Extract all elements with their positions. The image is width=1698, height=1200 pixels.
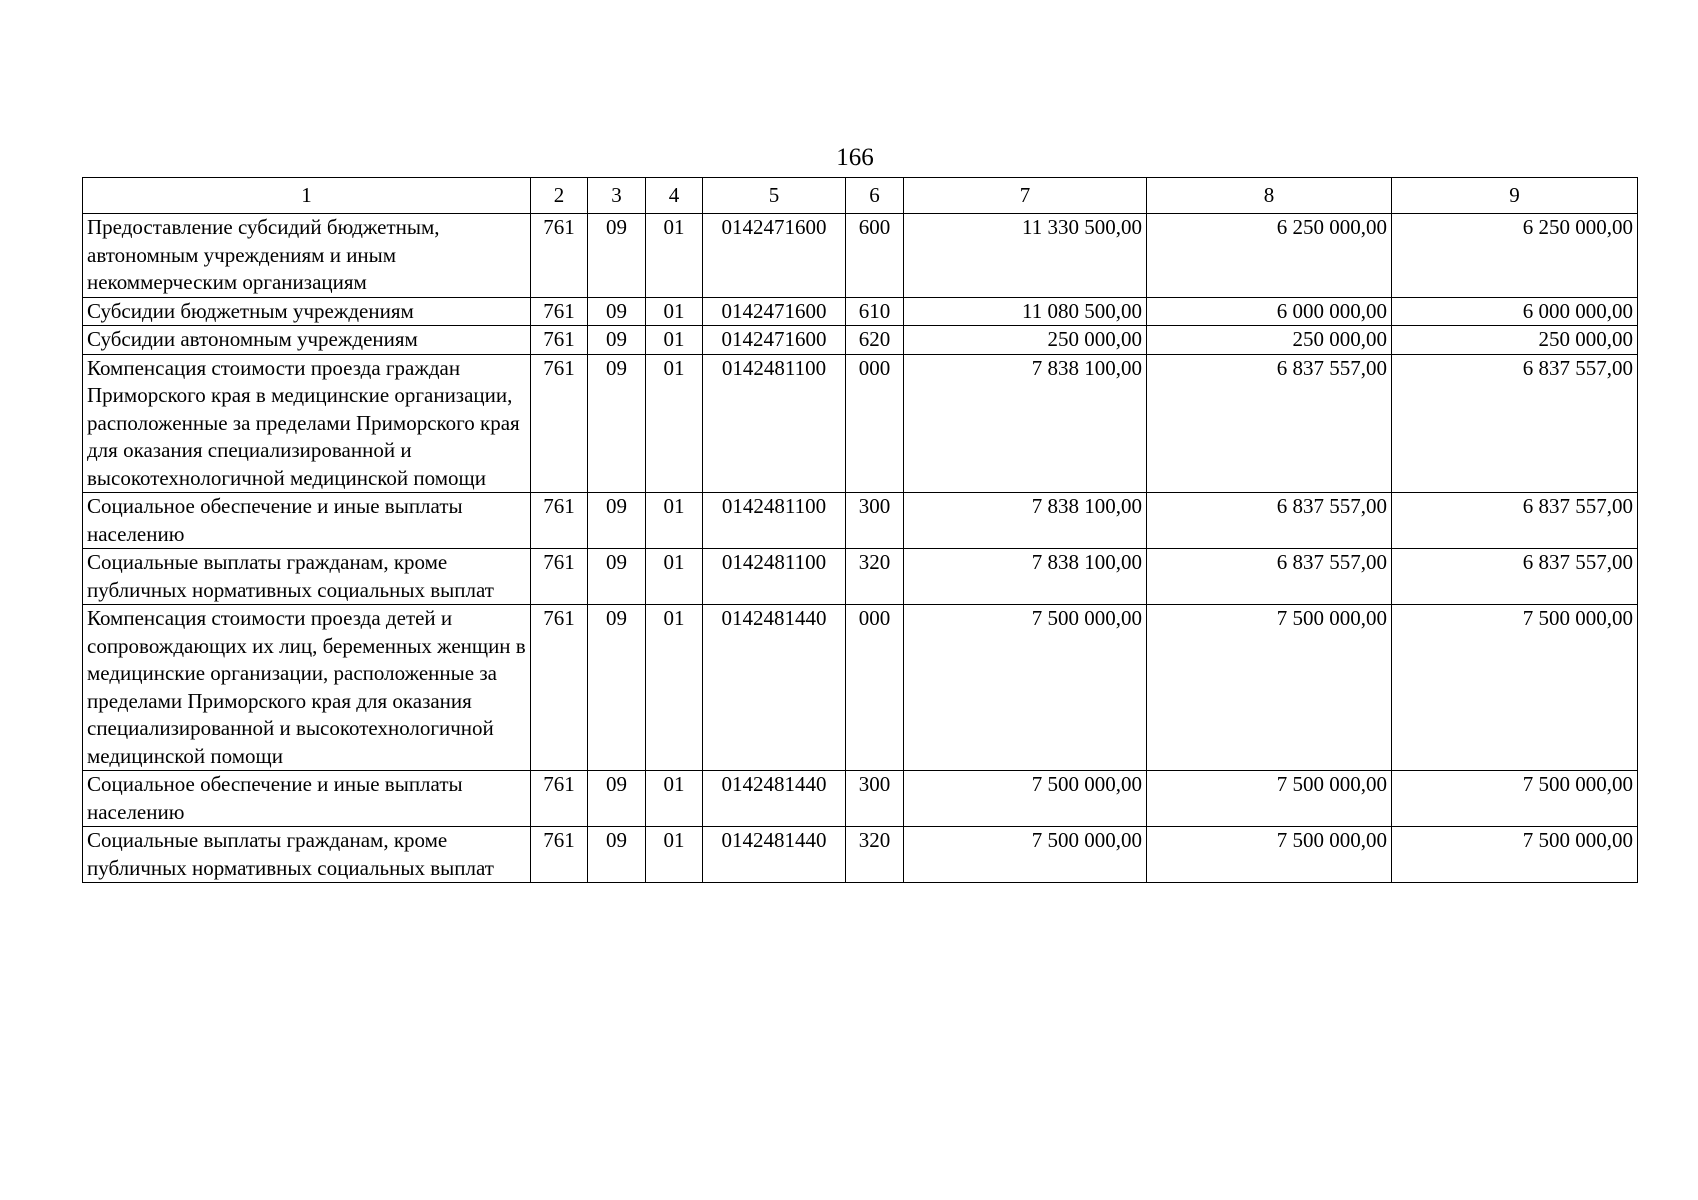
amount-cell-9: 7 500 000,00 (1392, 605, 1638, 771)
amount-cell-7: 7 838 100,00 (904, 493, 1147, 549)
target-article-cell: 0142481100 (703, 354, 846, 493)
amount-cell-8: 7 500 000,00 (1147, 605, 1392, 771)
expense-type-cell: 000 (846, 354, 904, 493)
admin-code-cell: 761 (531, 771, 588, 827)
amount-cell-8: 6 837 557,00 (1147, 354, 1392, 493)
amount-cell-7: 7 838 100,00 (904, 354, 1147, 493)
subsection-cell: 01 (646, 214, 703, 298)
section-cell: 09 (588, 297, 646, 326)
column-header: 8 (1147, 178, 1392, 214)
subsection-cell: 01 (646, 493, 703, 549)
subsection-cell: 01 (646, 297, 703, 326)
amount-cell-7: 250 000,00 (904, 326, 1147, 355)
expense-type-cell: 620 (846, 326, 904, 355)
admin-code-cell: 761 (531, 214, 588, 298)
row-name-cell: Субсидии автономным учреждениям (83, 326, 531, 355)
row-name-cell: Предоставление субсидий бюджетным, автономным учреждениям и иным некоммерческим организациям (83, 214, 531, 298)
expense-type-cell: 320 (846, 827, 904, 883)
row-name-cell: Социальное обеспечение и иные выплаты населению (83, 493, 531, 549)
section-cell: 09 (588, 827, 646, 883)
expense-type-cell: 600 (846, 214, 904, 298)
amount-cell-9: 250 000,00 (1392, 326, 1638, 355)
target-article-cell: 0142481100 (703, 549, 846, 605)
row-name-cell: Социальные выплаты гражданам, кроме публичных нормативных социальных выплат (83, 549, 531, 605)
admin-code-cell: 761 (531, 605, 588, 771)
subsection-cell: 01 (646, 354, 703, 493)
column-header: 2 (531, 178, 588, 214)
column-header: 4 (646, 178, 703, 214)
target-article-cell: 0142481440 (703, 827, 846, 883)
amount-cell-7: 7 500 000,00 (904, 771, 1147, 827)
admin-code-cell: 761 (531, 326, 588, 355)
amount-cell-9: 7 500 000,00 (1392, 827, 1638, 883)
amount-cell-8: 6 837 557,00 (1147, 493, 1392, 549)
budget-table (82, 177, 1638, 883)
amount-cell-9: 6 000 000,00 (1392, 297, 1638, 326)
table-row (83, 354, 1638, 493)
row-name-cell: Субсидии бюджетным учреждениям (83, 297, 531, 326)
section-cell: 09 (588, 493, 646, 549)
amount-cell-8: 7 500 000,00 (1147, 827, 1392, 883)
column-header: 7 (904, 178, 1147, 214)
column-header: 6 (846, 178, 904, 214)
amount-cell-9: 6 837 557,00 (1392, 549, 1638, 605)
column-header: 1 (83, 178, 531, 214)
amount-cell-8: 250 000,00 (1147, 326, 1392, 355)
amount-cell-7: 7 500 000,00 (904, 605, 1147, 771)
table-row (83, 771, 1638, 827)
section-cell: 09 (588, 326, 646, 355)
target-article-cell: 0142471600 (703, 214, 846, 298)
admin-code-cell: 761 (531, 493, 588, 549)
amount-cell-8: 6 837 557,00 (1147, 549, 1392, 605)
table-row (83, 493, 1638, 549)
expense-type-cell: 300 (846, 771, 904, 827)
expense-type-cell: 000 (846, 605, 904, 771)
amount-cell-7: 7 838 100,00 (904, 549, 1147, 605)
amount-cell-7: 7 500 000,00 (904, 827, 1147, 883)
table-row (83, 326, 1638, 355)
column-header: 3 (588, 178, 646, 214)
header-row (83, 178, 1638, 214)
section-cell: 09 (588, 354, 646, 493)
expense-type-cell: 320 (846, 549, 904, 605)
row-name-cell: Компенсация стоимости проезда граждан Приморского края в медицинские организации, расположенные за пределами Приморского края для оказания специализированной и высокотехнологичной медицинской помощи (83, 354, 531, 493)
admin-code-cell: 761 (531, 549, 588, 605)
table-row (83, 214, 1638, 298)
amount-cell-9: 6 837 557,00 (1392, 493, 1638, 549)
admin-code-cell: 761 (531, 297, 588, 326)
amount-cell-8: 6 250 000,00 (1147, 214, 1392, 298)
section-cell: 09 (588, 549, 646, 605)
table-row (83, 549, 1638, 605)
row-name-cell: Социальное обеспечение и иные выплаты населению (83, 771, 531, 827)
column-header: 5 (703, 178, 846, 214)
table-row (83, 297, 1638, 326)
amount-cell-7: 11 080 500,00 (904, 297, 1147, 326)
amount-cell-8: 7 500 000,00 (1147, 771, 1392, 827)
subsection-cell: 01 (646, 827, 703, 883)
amount-cell-7: 11 330 500,00 (904, 214, 1147, 298)
row-name-cell: Компенсация стоимости проезда детей и сопровождающих их лиц, беременных женщин в медицинские организации, расположенные за пределами Приморского края для оказания специализированной и высокотехнологичной медицинской помощи (83, 605, 531, 771)
expense-type-cell: 610 (846, 297, 904, 326)
subsection-cell: 01 (646, 771, 703, 827)
expense-type-cell: 300 (846, 493, 904, 549)
subsection-cell: 01 (646, 326, 703, 355)
column-header: 9 (1392, 178, 1638, 214)
amount-cell-9: 6 250 000,00 (1392, 214, 1638, 298)
amount-cell-8: 6 000 000,00 (1147, 297, 1392, 326)
table-row (83, 605, 1638, 771)
section-cell: 09 (588, 771, 646, 827)
amount-cell-9: 7 500 000,00 (1392, 771, 1638, 827)
amount-cell-9: 6 837 557,00 (1392, 354, 1638, 493)
target-article-cell: 0142481100 (703, 493, 846, 549)
target-article-cell: 0142481440 (703, 771, 846, 827)
table-row (83, 827, 1638, 883)
section-cell: 09 (588, 214, 646, 298)
admin-code-cell: 761 (531, 827, 588, 883)
section-cell: 09 (588, 605, 646, 771)
target-article-cell: 0142471600 (703, 326, 846, 355)
page-number: 166 (836, 144, 874, 171)
subsection-cell: 01 (646, 605, 703, 771)
row-name-cell: Социальные выплаты гражданам, кроме публичных нормативных социальных выплат (83, 827, 531, 883)
subsection-cell: 01 (646, 549, 703, 605)
target-article-cell: 0142481440 (703, 605, 846, 771)
admin-code-cell: 761 (531, 354, 588, 493)
target-article-cell: 0142471600 (703, 297, 846, 326)
